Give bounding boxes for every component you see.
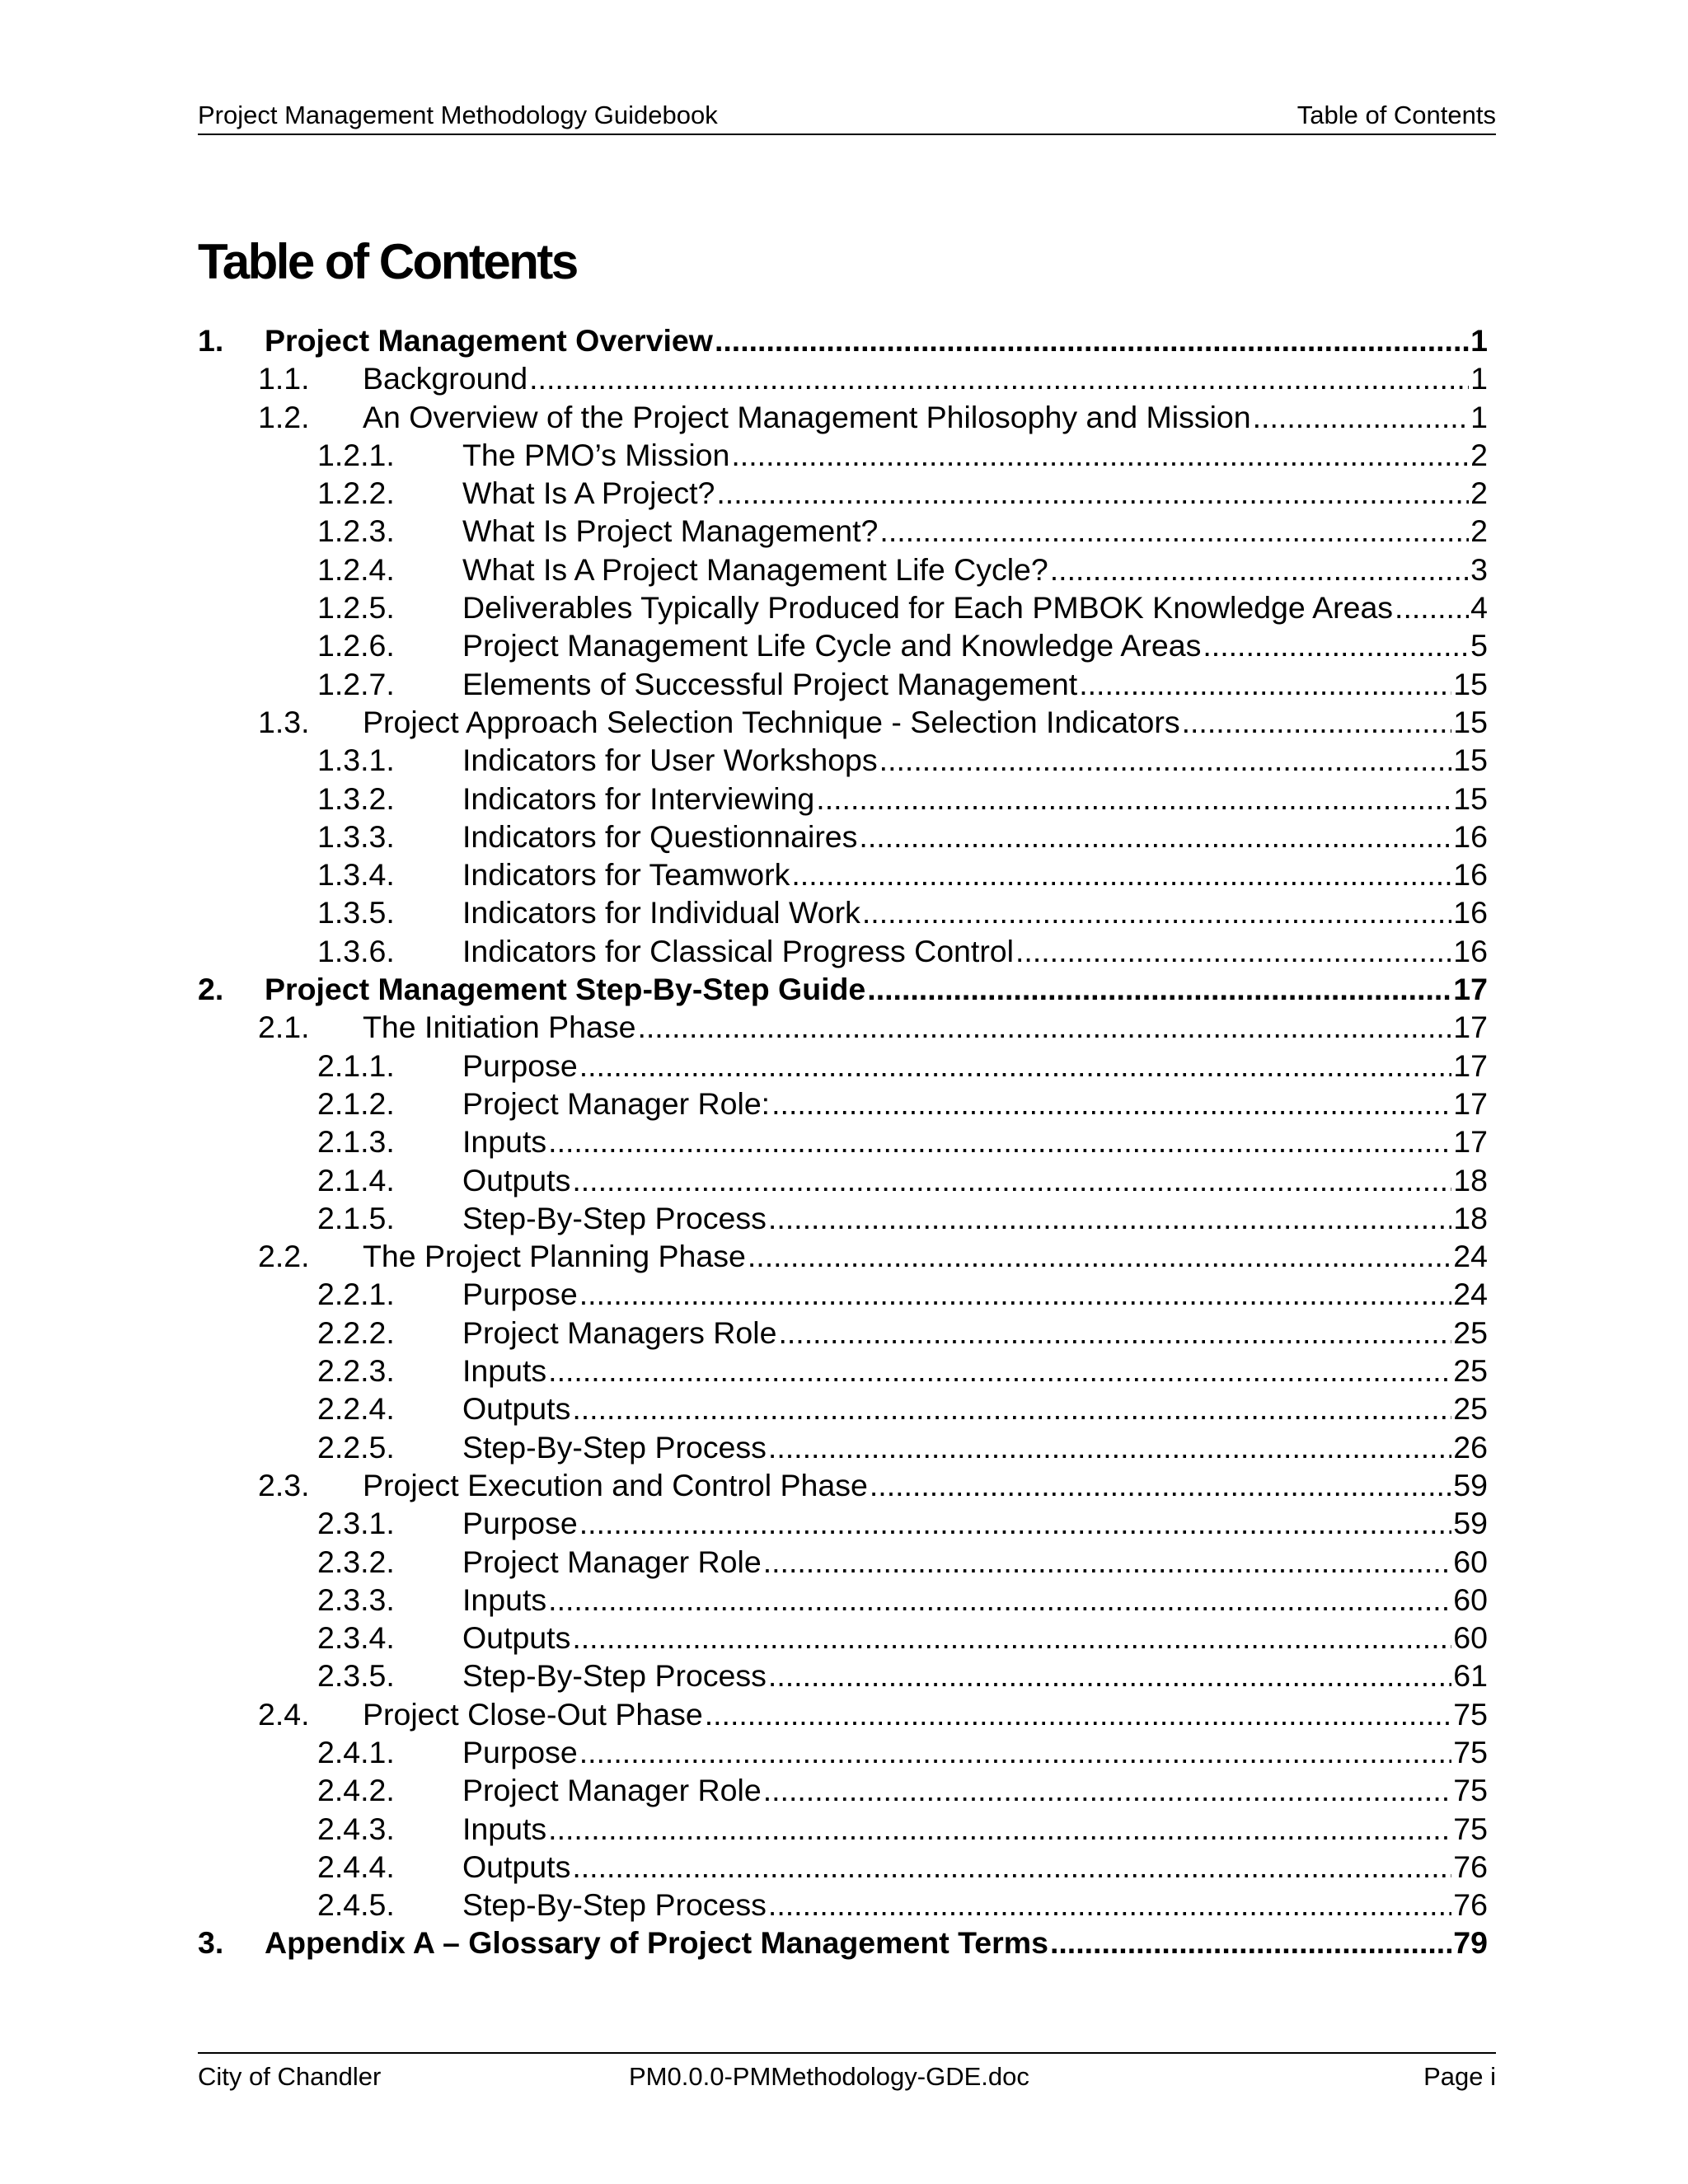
- page-footer: [198, 2052, 1496, 2095]
- toc-dot-leader: [572, 1161, 1451, 1199]
- toc-dot-leader: [763, 1771, 1452, 1809]
- toc-entry-page: 76: [1453, 1849, 1488, 1884]
- toc-entry-title: Project Close-Out Phase: [363, 1696, 703, 1732]
- toc-entry-page: 17: [1453, 1085, 1488, 1121]
- toc-entry-page: 16: [1453, 895, 1488, 930]
- toc-dot-leader: [548, 1352, 1451, 1390]
- toc-entry-title: Outputs: [462, 1620, 571, 1656]
- toc-entry-title: Outputs: [462, 1391, 571, 1427]
- toc-entry-page: 18: [1453, 1162, 1488, 1197]
- toc-entry-title: Project Management Life Cycle and Knowledge Areas: [462, 628, 1202, 663]
- toc-entry-title: Indicators for Teamwork: [462, 857, 790, 893]
- toc-dot-leader: [791, 855, 1451, 893]
- toc-dot-leader: [529, 359, 1469, 397]
- toc-entry-title: Purpose: [462, 1734, 578, 1769]
- toc-entry-number: 2.2.: [258, 1239, 310, 1274]
- toc-entry-page: 60: [1453, 1544, 1488, 1579]
- toc-entry-title: Step-By-Step Process: [462, 1887, 767, 1923]
- toc-entry[interactable]: [198, 1504, 1488, 1542]
- toc-entry-number: 2.4.5.: [317, 1887, 395, 1923]
- toc-entry-title: Project Manager Role: [462, 1544, 762, 1579]
- toc-dot-leader: [1015, 932, 1451, 970]
- toc-entry-page: 61: [1453, 1658, 1488, 1694]
- toc-entry-title: Inputs: [462, 1124, 547, 1160]
- toc-entry[interactable]: [198, 1122, 1488, 1160]
- toc-dot-leader: [778, 1314, 1451, 1352]
- toc-entry-title: Inputs: [462, 1353, 547, 1389]
- toc-entry-title: Outputs: [462, 1162, 571, 1197]
- toc-entry-number: 3.: [198, 1925, 224, 1961]
- toc-entry-title: Indicators for User Workshops: [462, 743, 878, 778]
- toc-dot-leader: [859, 818, 1451, 855]
- toc-entry-number: 2.2.1.: [317, 1277, 395, 1312]
- toc-entry-title: Project Management Step-By-Step Guide: [265, 972, 866, 1007]
- toc-entry-number: 1.2.2.: [317, 476, 395, 511]
- toc-entry[interactable]: [198, 1314, 1488, 1352]
- toc-entry-number: 1.3.5.: [317, 895, 395, 930]
- toc-dot-leader: [579, 1504, 1452, 1542]
- toc-entry[interactable]: [198, 1008, 1488, 1046]
- toc-dot-leader: [768, 1657, 1451, 1694]
- toc-entry-title: The Initiation Phase: [363, 1010, 636, 1045]
- toc-entry-page: 2: [1470, 513, 1488, 549]
- toc-dot-leader: [1050, 1924, 1451, 1961]
- toc-entry-title: What Is A Project Management Life Cycle?: [462, 551, 1048, 587]
- toc-entry-page: 59: [1453, 1506, 1488, 1541]
- toc-entry[interactable]: [198, 1543, 1488, 1581]
- toc-entry[interactable]: [198, 665, 1488, 703]
- footer-organization: City of Chandler: [198, 2062, 382, 2091]
- toc-entry-page: 1: [1470, 399, 1488, 434]
- toc-entry[interactable]: [198, 359, 1488, 397]
- toc-dot-leader: [579, 1047, 1452, 1085]
- toc-entry-title: Step-By-Step Process: [462, 1429, 767, 1465]
- toc-entry-title: Outputs: [462, 1849, 571, 1884]
- toc-dot-leader: [870, 1466, 1451, 1504]
- toc-entry-title: Purpose: [462, 1277, 578, 1312]
- toc-entry[interactable]: [198, 780, 1488, 818]
- page-header: [198, 97, 1496, 135]
- toc-entry-number: 2.1.3.: [317, 1124, 395, 1160]
- toc-entry-number: 1.2.: [258, 399, 310, 434]
- toc-dot-leader: [768, 1886, 1451, 1924]
- toc-dot-leader: [1079, 665, 1451, 703]
- toc-entry[interactable]: [198, 1848, 1488, 1886]
- toc-entry-page: 18: [1453, 1200, 1488, 1235]
- toc-entry-number: 1.2.5.: [317, 590, 395, 626]
- toc-entry[interactable]: [198, 1466, 1488, 1504]
- toc-entry-page: 24: [1453, 1239, 1488, 1274]
- toc-entry-number: 2.3.4.: [317, 1620, 395, 1656]
- toc-entry[interactable]: [198, 1771, 1488, 1809]
- toc-entry-page: 15: [1453, 666, 1488, 701]
- toc-entry-page: 5: [1470, 628, 1488, 663]
- toc-entry[interactable]: [198, 741, 1488, 779]
- toc-entry-page: 1: [1470, 361, 1488, 396]
- toc-entry[interactable]: [198, 1581, 1488, 1619]
- toc-entry-number: 1.3.4.: [317, 857, 395, 893]
- toc-dot-leader: [768, 1428, 1451, 1466]
- toc-entry-title: Inputs: [462, 1582, 547, 1617]
- toc-entry-page: 2: [1470, 437, 1488, 472]
- toc-entry-number: 2.4.: [258, 1696, 310, 1732]
- toc-entry[interactable]: [198, 474, 1488, 512]
- toc-entry-page: 17: [1453, 1010, 1488, 1045]
- toc-entry-number: 2.: [198, 972, 224, 1007]
- toc-entry-page: 25: [1453, 1315, 1488, 1350]
- toc-entry-title: Project Managers Role: [462, 1315, 777, 1350]
- toc-entry-number: 1.3.: [258, 704, 310, 739]
- toc-dot-leader: [867, 970, 1451, 1008]
- toc-entry-page: 16: [1453, 857, 1488, 893]
- toc-entry-number: 1.3.3.: [317, 818, 395, 854]
- toc-entry-number: 2.3.5.: [317, 1658, 395, 1694]
- toc-entry-page: 75: [1453, 1696, 1488, 1732]
- toc-entry-number: 1.3.6.: [317, 933, 395, 968]
- toc-dot-leader: [879, 741, 1452, 779]
- toc-entry[interactable]: [198, 1733, 1488, 1771]
- toc-entry[interactable]: [198, 398, 1488, 436]
- toc-entry-title: Project Approach Selection Technique - Selection Indicators: [363, 704, 1180, 739]
- toc-entry-title: Project Execution and Control Phase: [363, 1467, 868, 1502]
- toc-entry-page: 15: [1453, 704, 1488, 739]
- toc-dot-leader: [579, 1275, 1452, 1313]
- toc-entry-page: 24: [1453, 1277, 1488, 1312]
- toc-dot-leader: [1182, 703, 1452, 741]
- header-document-title: Project Management Methodology Guidebook: [198, 101, 718, 129]
- toc-dot-leader: [548, 1810, 1451, 1848]
- toc-entry-page: 1: [1470, 323, 1488, 358]
- footer-filename: PM0.0.0-PMMethodology-GDE.doc: [629, 2062, 1029, 2091]
- toc-entry-title: Deliverables Typically Produced for Each PMBOK Knowledge Areas: [462, 590, 1394, 626]
- toc-entry-page: 25: [1453, 1353, 1488, 1389]
- toc-entry-number: 2.1.4.: [317, 1162, 395, 1197]
- toc-dot-leader: [548, 1581, 1451, 1619]
- toc-entry[interactable]: [198, 1619, 1488, 1657]
- toc-entry[interactable]: [198, 551, 1488, 588]
- toc-dot-leader: [715, 321, 1469, 359]
- toc-entry-title: Purpose: [462, 1047, 578, 1083]
- toc-entry[interactable]: [198, 512, 1488, 550]
- toc-entry-page: 15: [1453, 780, 1488, 816]
- toc-dot-leader: [637, 1008, 1451, 1046]
- toc-dot-leader: [579, 1733, 1452, 1771]
- toc-entry-page: 15: [1453, 743, 1488, 778]
- toc-entry[interactable]: [198, 1924, 1488, 1961]
- toc-entry-number: 2.3.1.: [317, 1506, 395, 1541]
- toc-entry-number: 1.2.4.: [317, 551, 395, 587]
- toc-entry-number: 2.1.5.: [317, 1200, 395, 1235]
- toc-entry-number: 2.3.2.: [317, 1544, 395, 1579]
- toc-entry-title: Inputs: [462, 1811, 547, 1846]
- toc-entry[interactable]: [198, 932, 1488, 970]
- toc-entry[interactable]: [198, 893, 1488, 931]
- toc-entry[interactable]: [198, 321, 1488, 359]
- toc-entry-page: 26: [1453, 1429, 1488, 1465]
- toc-dot-leader: [1203, 626, 1469, 664]
- toc-entry-page: 76: [1453, 1887, 1488, 1923]
- toc-dot-leader: [731, 436, 1469, 474]
- toc-dot-leader: [816, 780, 1451, 818]
- header-section-title: Table of Contents: [1296, 101, 1496, 129]
- toc-entry-title: Indicators for Classical Progress Control: [462, 933, 1014, 968]
- toc-entry-page: 79: [1453, 1925, 1488, 1961]
- toc-entry-title: Indicators for Questionnaires: [462, 818, 858, 854]
- toc-entry-number: 2.3.3.: [317, 1582, 395, 1617]
- toc-dot-leader: [748, 1237, 1451, 1275]
- toc-dot-leader: [716, 474, 1469, 512]
- footer-page-number: Page i: [1423, 2062, 1496, 2091]
- toc-entry[interactable]: [198, 1390, 1488, 1427]
- toc-entry-title: Indicators for Interviewing: [462, 780, 815, 816]
- toc-entry[interactable]: [198, 1237, 1488, 1275]
- toc-entry[interactable]: [198, 626, 1488, 664]
- toc-entry-number: 2.2.2.: [317, 1315, 395, 1350]
- toc-entry[interactable]: [198, 1047, 1488, 1085]
- toc-entry-number: 2.1.1.: [317, 1047, 395, 1083]
- toc-dot-leader: [862, 893, 1451, 931]
- toc-entry-number: 2.2.4.: [317, 1391, 395, 1427]
- toc-entry-title: Background: [363, 361, 528, 396]
- toc-dot-leader: [1395, 588, 1469, 626]
- toc-entry-page: 17: [1453, 972, 1488, 1007]
- toc-entry[interactable]: [198, 970, 1488, 1008]
- toc-entry[interactable]: [198, 703, 1488, 741]
- toc-dot-leader: [1253, 398, 1470, 436]
- toc-entry-page: 16: [1453, 818, 1488, 854]
- toc-dot-leader: [763, 1543, 1452, 1581]
- toc-entry-title: Appendix A – Glossary of Project Management Terms: [265, 1925, 1048, 1961]
- toc-list: [198, 321, 1488, 1962]
- toc-entry[interactable]: [198, 1428, 1488, 1466]
- toc-entry[interactable]: [198, 1275, 1488, 1313]
- toc-entry[interactable]: [198, 588, 1488, 626]
- toc-entry-page: 75: [1453, 1734, 1488, 1769]
- toc-entry-page: 75: [1453, 1773, 1488, 1808]
- toc-entry-title: The PMO’s Mission: [462, 437, 730, 472]
- toc-entry-number: 2.2.5.: [317, 1429, 395, 1465]
- toc-entry-number: 2.4.1.: [317, 1734, 395, 1769]
- toc-entry-page: 60: [1453, 1582, 1488, 1617]
- toc-dot-leader: [1050, 551, 1469, 588]
- toc-entry-number: 2.4.2.: [317, 1773, 395, 1808]
- toc-entry-number: 1.2.6.: [317, 628, 395, 663]
- toc-entry[interactable]: [198, 1352, 1488, 1390]
- toc-entry-title: What Is A Project?: [462, 476, 715, 511]
- toc-entry-title: Elements of Successful Project Management: [462, 666, 1078, 701]
- toc-dot-leader: [572, 1619, 1451, 1657]
- toc-dot-leader: [768, 1199, 1451, 1237]
- toc-entry-number: 1.2.3.: [317, 513, 395, 549]
- toc-entry-number: 2.3.: [258, 1467, 310, 1502]
- toc-entry-number: 1.: [198, 323, 224, 358]
- toc-entry-number: 1.2.7.: [317, 666, 395, 701]
- toc-entry-number: 2.1.2.: [317, 1085, 395, 1121]
- toc-entry-number: 2.4.4.: [317, 1849, 395, 1884]
- toc-entry[interactable]: [198, 1199, 1488, 1237]
- toc-entry-page: 2: [1470, 476, 1488, 511]
- toc-entry-title: Project Management Overview: [265, 323, 713, 358]
- toc-entry-page: 16: [1453, 933, 1488, 968]
- toc-entry-page: 75: [1453, 1811, 1488, 1846]
- toc-entry-number: 2.2.3.: [317, 1353, 395, 1389]
- toc-entry-title: Step-By-Step Process: [462, 1200, 767, 1235]
- toc-entry-title: Purpose: [462, 1506, 578, 1541]
- toc-entry[interactable]: [198, 1085, 1488, 1122]
- toc-entry-number: 1.3.1.: [317, 743, 395, 778]
- toc-entry[interactable]: [198, 1695, 1488, 1733]
- toc-dot-leader: [572, 1390, 1451, 1427]
- toc-entry-page: 60: [1453, 1620, 1488, 1656]
- toc-dot-leader: [771, 1085, 1451, 1122]
- toc-entry-page: 25: [1453, 1391, 1488, 1427]
- toc-entry-page: 3: [1470, 551, 1488, 587]
- toc-entry[interactable]: [198, 1161, 1488, 1199]
- toc-entry-page: 17: [1453, 1124, 1488, 1160]
- toc-entry-number: 1.2.1.: [317, 437, 395, 472]
- toc-entry-title: Project Manager Role:: [462, 1085, 771, 1121]
- toc-entry[interactable]: [198, 855, 1488, 893]
- toc-entry-title: Indicators for Individual Work: [462, 895, 860, 930]
- toc-entry-page: 59: [1453, 1467, 1488, 1502]
- toc-entry[interactable]: [198, 1657, 1488, 1694]
- toc-entry[interactable]: [198, 436, 1488, 474]
- toc-entry-number: 1.1.: [258, 361, 310, 396]
- toc-entry-number: 2.4.3.: [317, 1811, 395, 1846]
- toc-entry-title: Step-By-Step Process: [462, 1658, 767, 1694]
- toc-entry-title: An Overview of the Project Management Philosophy and Mission: [363, 399, 1251, 434]
- toc-entry-title: The Project Planning Phase: [363, 1239, 746, 1274]
- toc-dot-leader: [572, 1848, 1451, 1886]
- toc-entry[interactable]: [198, 818, 1488, 855]
- toc-entry-title: Project Manager Role: [462, 1773, 762, 1808]
- toc-dot-leader: [879, 512, 1469, 550]
- toc-entry-number: 1.3.2.: [317, 780, 395, 816]
- page-title: Table of Contents: [198, 234, 577, 289]
- toc-entry-page: 17: [1453, 1047, 1488, 1083]
- toc-entry[interactable]: [198, 1886, 1488, 1924]
- toc-entry[interactable]: [198, 1810, 1488, 1848]
- toc-entry-title: What Is Project Management?: [462, 513, 879, 549]
- toc-dot-leader: [548, 1122, 1451, 1160]
- toc-entry-page: 4: [1470, 590, 1488, 626]
- toc-dot-leader: [705, 1695, 1452, 1733]
- toc-entry-number: 2.1.: [258, 1010, 310, 1045]
